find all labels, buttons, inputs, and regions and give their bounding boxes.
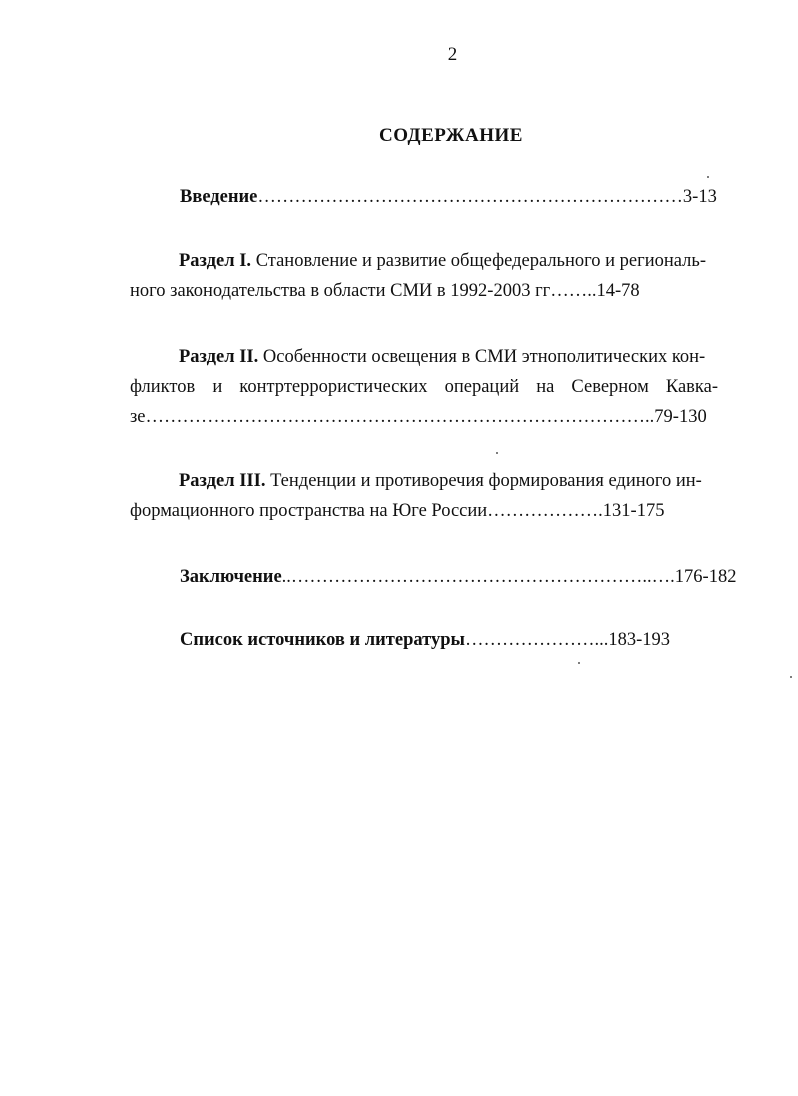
toc-conclusion-dots: ..…………………………………………………..….	[281, 567, 675, 587]
scan-speck	[578, 662, 580, 664]
toc-sources-pages: 183-193	[608, 630, 671, 650]
toc-section1-line2: ного законодательства в области СМИ в 1992-2003 гг……..	[130, 281, 597, 301]
toc-section2-word: Северном	[571, 377, 649, 397]
toc-intro-heading: Введение	[180, 187, 258, 207]
scan-speck	[790, 676, 792, 678]
toc-conclusion-pages: 176-182	[674, 567, 737, 587]
toc-section3-line1: Тенденции и противоречия формирования единого ин-	[265, 471, 702, 491]
toc-entry-intro	[180, 182, 717, 212]
toc-entry-section2	[130, 342, 718, 432]
toc-intro-pages: 3-13	[682, 187, 717, 207]
toc-section1-pages: 14-78	[596, 281, 640, 301]
toc-section3-line2: формационного пространства на Юге России……………….	[130, 501, 603, 521]
toc-section2-word: и	[212, 377, 223, 397]
scan-speck	[707, 176, 709, 178]
toc-section1-heading: Раздел I.	[179, 251, 252, 271]
toc-section2-word: на	[536, 377, 555, 397]
toc-section2-word: фликтов	[130, 377, 196, 397]
toc-section2-pages: 79-130	[654, 407, 707, 427]
toc-intro-dots: ……………………………………………………………	[257, 187, 683, 207]
toc-entry-section1	[130, 246, 706, 306]
toc-conclusion-heading: Заключение	[180, 567, 282, 587]
toc-section3-heading: Раздел III.	[179, 471, 266, 491]
toc-entry-section3	[130, 466, 702, 526]
toc-section2-word: контртеррористических	[239, 377, 428, 397]
toc-entry-conclusion	[180, 562, 736, 592]
toc-entry-sources	[180, 625, 670, 655]
toc-section2-word: операций	[444, 377, 520, 397]
toc-section2-word: Кавка-	[665, 377, 718, 397]
toc-section1-line1: Становление и развитие общефедерального и региональ-	[251, 251, 706, 271]
toc-section2-line3: зе………………………………………………………………………..	[130, 407, 655, 427]
toc-section2-heading: Раздел II.	[179, 347, 259, 367]
toc-title: СОДЕРЖАНИЕ	[379, 125, 523, 146]
toc-section3-pages: 131-175	[602, 501, 665, 521]
toc-section2-line2	[130, 372, 718, 402]
page-number: 2	[447, 44, 458, 65]
scan-speck	[496, 452, 498, 454]
toc-sources-heading: Список источников и литературы	[180, 630, 465, 650]
toc-sources-dots: …………………...	[465, 630, 609, 650]
toc-section2-line1: Особенности освещения в СМИ этнополитических кон-	[258, 347, 706, 367]
